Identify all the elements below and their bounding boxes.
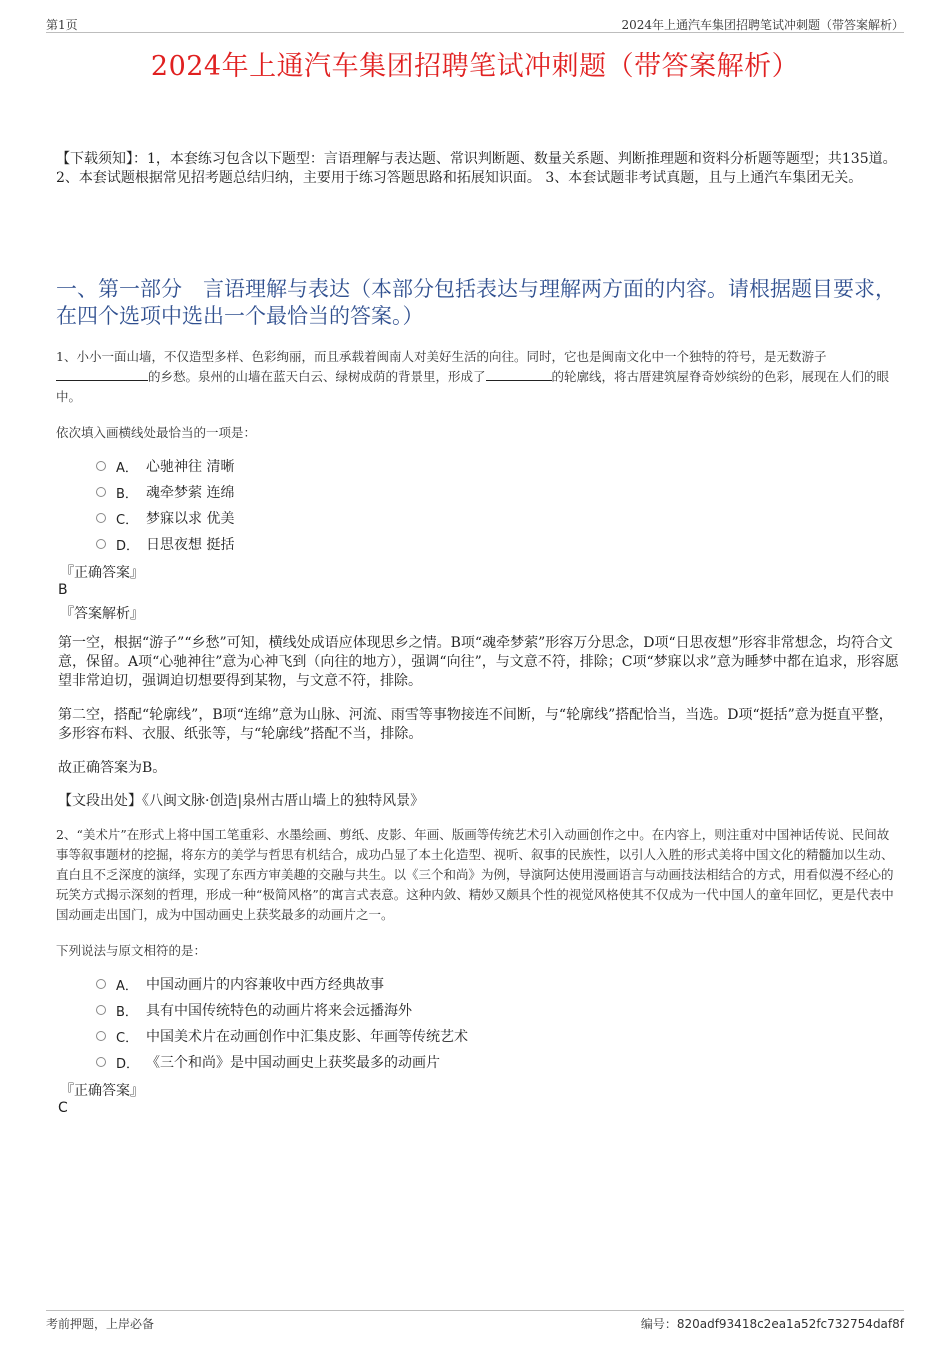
header-doc-title: 2024年上通汽车集团招聘笔试冲刺题（带答案解析） <box>621 18 904 32</box>
option-a[interactable]: A． 中国动画片的内容兼收中西方经典故事 <box>96 971 468 997</box>
option-d[interactable]: D． 《三个和尚》是中国动画史上获奖最多的动画片 <box>96 1049 468 1075</box>
radio-icon[interactable] <box>96 487 106 497</box>
radio-icon[interactable] <box>96 1031 106 1041</box>
radio-icon[interactable] <box>96 461 106 471</box>
correct-answer: C <box>58 1100 68 1116</box>
option-c[interactable]: C． 中国美术片在动画创作中汇集皮影、年画等传统艺术 <box>96 1023 468 1049</box>
option-d[interactable]: D． 日思夜想 挺括 <box>96 531 234 557</box>
analysis-paragraph-2: 第二空，搭配“轮廓线”，B项“连绵”意为山脉、河流、雨雪等事物接连不间断，与“轮廓线”搭配恰当，当选。D项“挺括”意为挺直平整，多形容布料、衣服、纸张等，与“轮廓线”搭配不当，排除。 <box>58 707 893 742</box>
document-id: 编号：820adf93418c2ea1a52fc732754daf8f <box>640 1317 904 1331</box>
fill-blank-2 <box>486 367 552 381</box>
question-2-prompt: 下列说法与原文相符的是： <box>56 943 207 958</box>
radio-icon[interactable] <box>96 513 106 523</box>
page-number: 第1页 <box>46 18 78 32</box>
footer-slogan: 考前押题，上岸必备 <box>46 1317 155 1331</box>
option-b[interactable]: B． 魂牵梦萦 连绵 <box>96 479 234 505</box>
document-title: 2024年上通汽车集团招聘笔试冲刺题（带答案解析） <box>150 51 800 82</box>
option-b[interactable]: B． 具有中国传统特色的动画片将来会远播海外 <box>96 997 468 1023</box>
radio-icon[interactable] <box>96 1005 106 1015</box>
question-1-options <box>96 453 234 557</box>
question-2-options <box>96 971 468 1075</box>
download-notice: 【下载须知】：1，本套练习包含以下题型：言语理解与表达题、常识判断题、数量关系题、判断推理题和资料分析题等题型；共135道。 2、本套试题根据常见招考题总结归纳，主要用于练习答题思路和拓展知识面。 3、本套试题非考试真题，且与上通汽车集团无关。 <box>56 151 897 186</box>
option-a[interactable]: A． 心驰神往 清晰 <box>96 453 234 479</box>
radio-icon[interactable] <box>96 1057 106 1067</box>
question-1-prompt: 依次填入画横线处最恰当的一项是： <box>56 425 257 440</box>
radio-icon[interactable] <box>96 979 106 989</box>
page-header <box>46 14 904 33</box>
correct-answer: B <box>58 582 68 598</box>
option-c[interactable]: C． 梦寐以求 优美 <box>96 505 234 531</box>
analysis-paragraph-1: 第一空，根据“游子”“乡愁”可知，横线处成语应体现思乡之情。B项“魂牵梦萦”形容万分思念，D项“日思夜想”形容非常想念，均符合文意，保留。A项“心驰神往”意为心神飞到（向往的地方），强调“向往”，与文意不符，排除；C项“梦寐以求”意为睡梦中都在追求，形容愿望非常迫切，强调迫切想要得到某物，与文意不符，排除。 <box>58 635 899 689</box>
question-2-stem: 2、“美术片”在形式上将中国工笔重彩、水墨绘画、剪纸、皮影、年画、版画等传统艺术引入动画创作之中。在内容上，则注重对中国神话传说、民间故事等叙事题材的挖掘，将东方的美学与哲思有机结合，成功凸显了本土化造型、视听、叙事的民族性，以引人入胜的形式美将中国文化的精髓加以生动、直白且不乏深度的演绎，实现了东西方审美趣的交融与共生。以《三个和尚》为例，导演阿达使用漫画语言与动画技法相结合的方式，用看似漫不经心的玩笑方式揭示深刻的哲理，形成一种“极简风格”的寓言式表意。这种内敛、精妙又颇具个性的视觉风格使其不仅成为一代中国人的童年回忆，更是代表中国动画走出国门，成为中国动画史上获奖最多的动画片之一。 <box>56 827 894 922</box>
radio-icon[interactable] <box>96 539 106 549</box>
fill-blank-1 <box>56 367 148 381</box>
analysis-conclusion: 故正确答案为B。 <box>58 760 167 776</box>
page-footer <box>46 1310 904 1333</box>
passage-source: 【文段出处】《八闽文脉·创造|泉州古厝山墙上的独特风景》 <box>58 793 425 809</box>
answer-label: 『正确答案』 <box>60 1083 144 1099</box>
section-heading: 一、第一部分 言语理解与表达（本部分包括表达与理解两方面的内容。请根据题目要求，在四个选项中选出一个最恰当的答案。） <box>56 277 896 328</box>
answer-label: 『正确答案』 <box>60 565 144 581</box>
analysis-label: 『答案解析』 <box>60 606 144 622</box>
question-1-stem: 1、小小一面山墙，不仅造型多样、色彩绚丽，而且承载着闽南人对美好生活的向往。同时，它也是闽南文化中一个独特的符号，是无数游子 的乡愁。泉州的山墙在蓝天白云、绿树成荫的背景里，形成了 的轮廓线，将古厝建筑屋脊奇妙缤纷的色彩，展现在人们的眼中。 <box>56 349 890 404</box>
